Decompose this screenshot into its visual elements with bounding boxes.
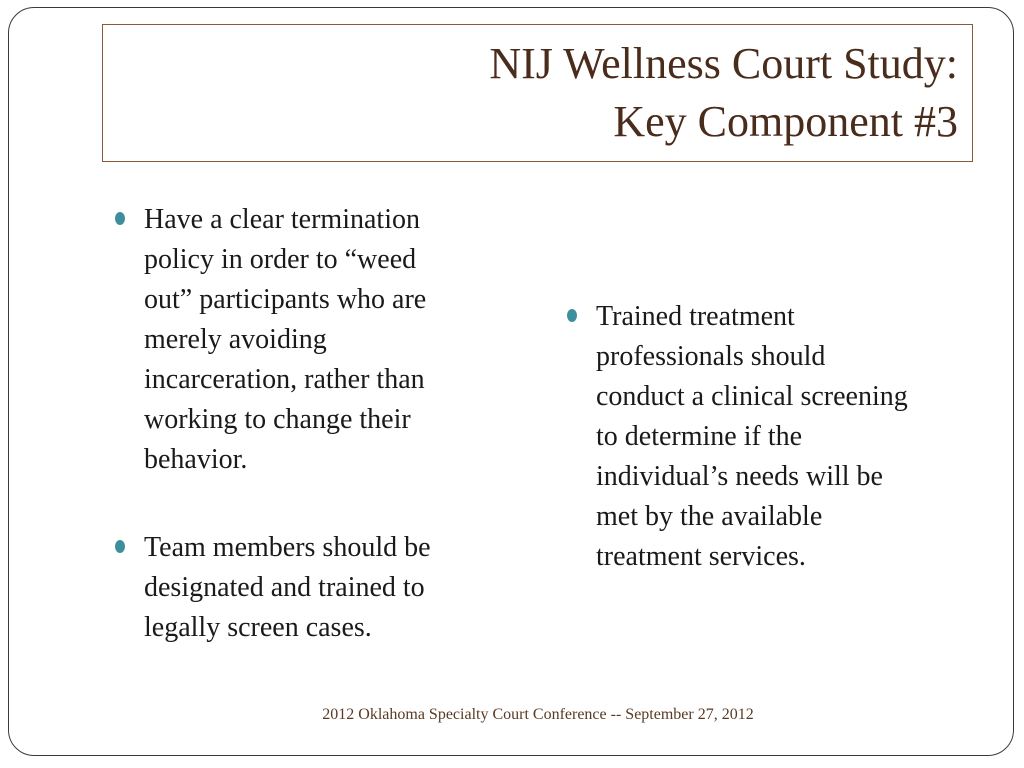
bullet-line: professionals should — [596, 341, 826, 372]
bullet-line: incarceration, rather than — [144, 364, 425, 395]
bullet-line: designated and trained to — [144, 572, 425, 603]
bullet-line: legally screen cases. — [144, 612, 372, 643]
bullet-item — [113, 528, 473, 648]
slide-footer: 2012 Oklahoma Specialty Court Conference -- September 27, 2012 — [322, 706, 754, 723]
bullet-line: working to change their — [144, 404, 411, 435]
right-column — [565, 297, 965, 577]
slide-title — [489, 35, 958, 151]
title-line-1: NIJ Wellness Court Study: — [489, 39, 958, 88]
bullet-icon — [115, 540, 125, 553]
bullet-line: Team members should be — [144, 532, 431, 563]
bullet-line: behavior. — [144, 444, 248, 475]
bullet-text — [144, 528, 473, 648]
bullet-text — [596, 297, 965, 577]
bullet-line: to determine if the — [596, 421, 803, 452]
bullet-line: policy in order to “weed — [144, 244, 417, 275]
bullet-text — [144, 200, 473, 480]
title-line-2: Key Component #3 — [613, 97, 958, 146]
bullet-item — [565, 297, 965, 577]
bullet-line: merely avoiding — [144, 324, 327, 355]
left-column — [113, 200, 473, 648]
bullet-line: out” participants who are — [144, 284, 427, 315]
bullet-icon — [567, 309, 577, 322]
bullet-line: met by the available — [596, 501, 823, 532]
bullet-line: treatment services. — [596, 541, 806, 572]
bullet-item — [113, 200, 473, 480]
bullet-icon — [115, 212, 125, 225]
bullet-line: Trained treatment — [596, 301, 795, 332]
bullet-line: conduct a clinical screening — [596, 381, 908, 412]
bullet-line: individual’s needs will be — [596, 461, 883, 492]
bullet-line: Have a clear termination — [144, 204, 420, 235]
title-box — [102, 24, 973, 162]
